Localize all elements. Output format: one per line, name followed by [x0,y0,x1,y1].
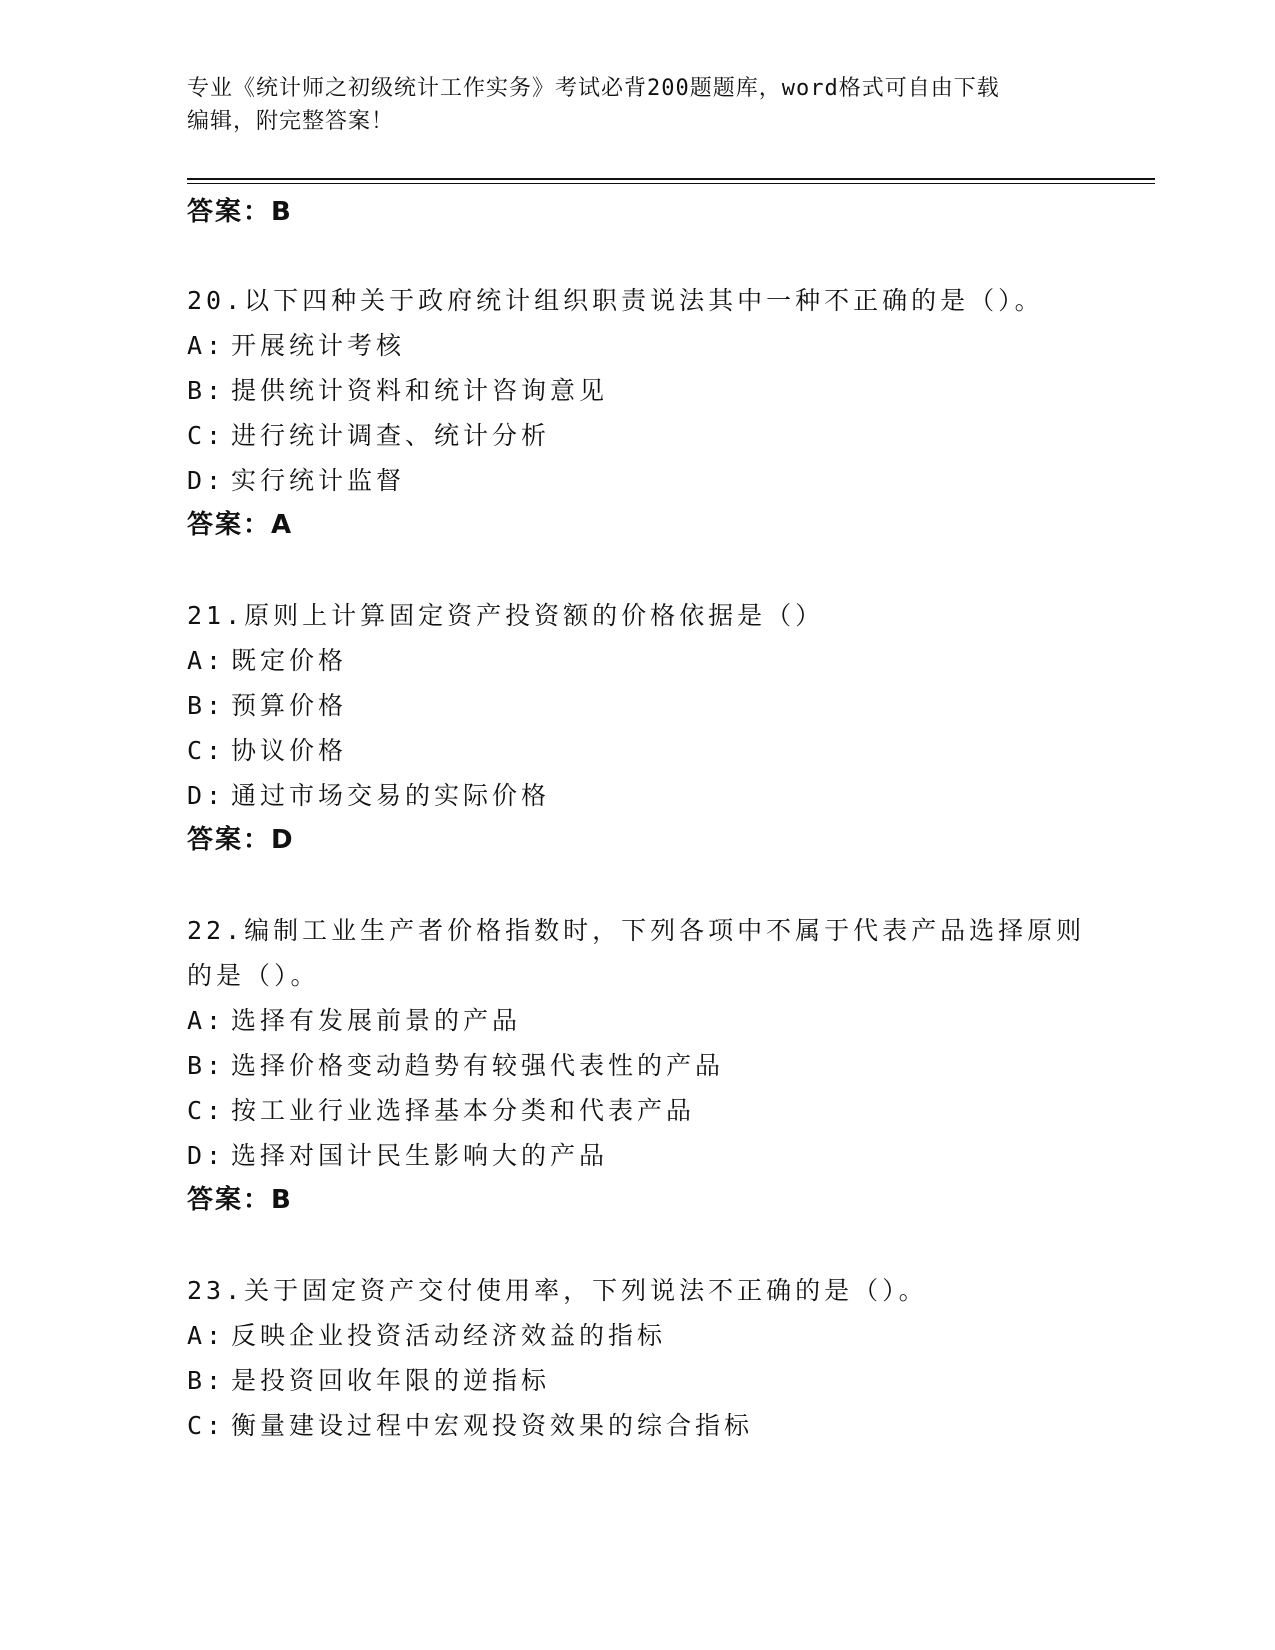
option-letter: B: [187,1051,226,1080]
option-d [187,773,1087,818]
option-letter: C: [187,421,226,450]
option-b [187,368,1087,413]
option-letter: D: [187,466,226,495]
option-letter: D: [187,1141,226,1170]
option-c [187,1403,1087,1448]
option-text: 按工业行业选择基本分类和代表产品 [231,1096,696,1125]
answer-line: 答案：B [187,1185,293,1215]
option-letter: B: [187,376,226,405]
question-stem: 21.原则上计算固定资产投资额的价格依据是（） [187,601,825,630]
option-text: 预算价格 [231,691,348,720]
option-text: 实行统计监督 [231,466,406,495]
option-a [187,323,1087,368]
option-letter: A: [187,1006,226,1035]
option-text: 提供统计资料和统计咨询意见 [231,376,609,405]
option-text: 进行统计调查、统计分析 [231,421,551,450]
option-text: 开展统计考核 [231,331,406,360]
option-d [187,458,1087,503]
option-text: 衡量建设过程中宏观投资效果的综合指标 [231,1411,754,1440]
option-text: 协议价格 [231,736,348,765]
option-letter: A: [187,331,226,360]
question-list [187,190,1087,1448]
document-header [187,72,1087,138]
option-b [187,1358,1087,1403]
option-letter: B: [187,691,226,720]
option-text: 通过市场交易的实际价格 [231,781,551,810]
question-stem: 20.以下四种关于政府统计组织职责说法其中一种不正确的是（）。 [187,286,1044,315]
question-stem-continued: 的是（）。 [187,961,320,990]
option-c [187,728,1087,773]
option-letter: A: [187,1321,226,1350]
option-text: 选择有发展前景的产品 [231,1006,522,1035]
question-stem: 23.关于固定资产交付使用率，下列说法不正确的是（）。 [187,1276,928,1305]
question-20 [187,278,1087,547]
previous-answer: 答案：B [187,197,293,227]
option-text: 反映企业投资活动经济效益的指标 [231,1321,667,1350]
option-c [187,413,1087,458]
question-23 [187,1268,1087,1448]
option-a [187,998,1087,1043]
option-a [187,638,1087,683]
option-b [187,1043,1087,1088]
option-text: 是投资回收年限的逆指标 [231,1366,551,1395]
header-line-1: 专业《统计师之初级统计工作实务》考试必背200题题库，word格式可自由下载 [187,76,1000,101]
header-rule-thin [187,183,1155,184]
option-letter: C: [187,1096,226,1125]
header-line-2: 编辑，附完整答案！ [187,109,395,134]
option-letter: D: [187,781,226,810]
option-text: 选择价格变动趋势有较强代表性的产品 [231,1051,725,1080]
answer-line: 答案：A [187,510,294,540]
option-b [187,683,1087,728]
question-21 [187,593,1087,862]
option-d [187,1133,1087,1178]
option-text: 既定价格 [231,646,348,675]
option-letter: B: [187,1366,226,1395]
question-stem: 22.编制工业生产者价格指数时，下列各项中不属于代表产品选择原则 [187,916,1086,945]
option-text: 选择对国计民生影响大的产品 [231,1141,609,1170]
header-rule-thick [187,178,1155,180]
option-letter: C: [187,1411,226,1440]
option-a [187,1313,1087,1358]
question-22 [187,908,1087,1222]
option-c [187,1088,1087,1133]
option-letter: C: [187,736,226,765]
answer-line: 答案：D [187,825,295,855]
option-letter: A: [187,646,226,675]
